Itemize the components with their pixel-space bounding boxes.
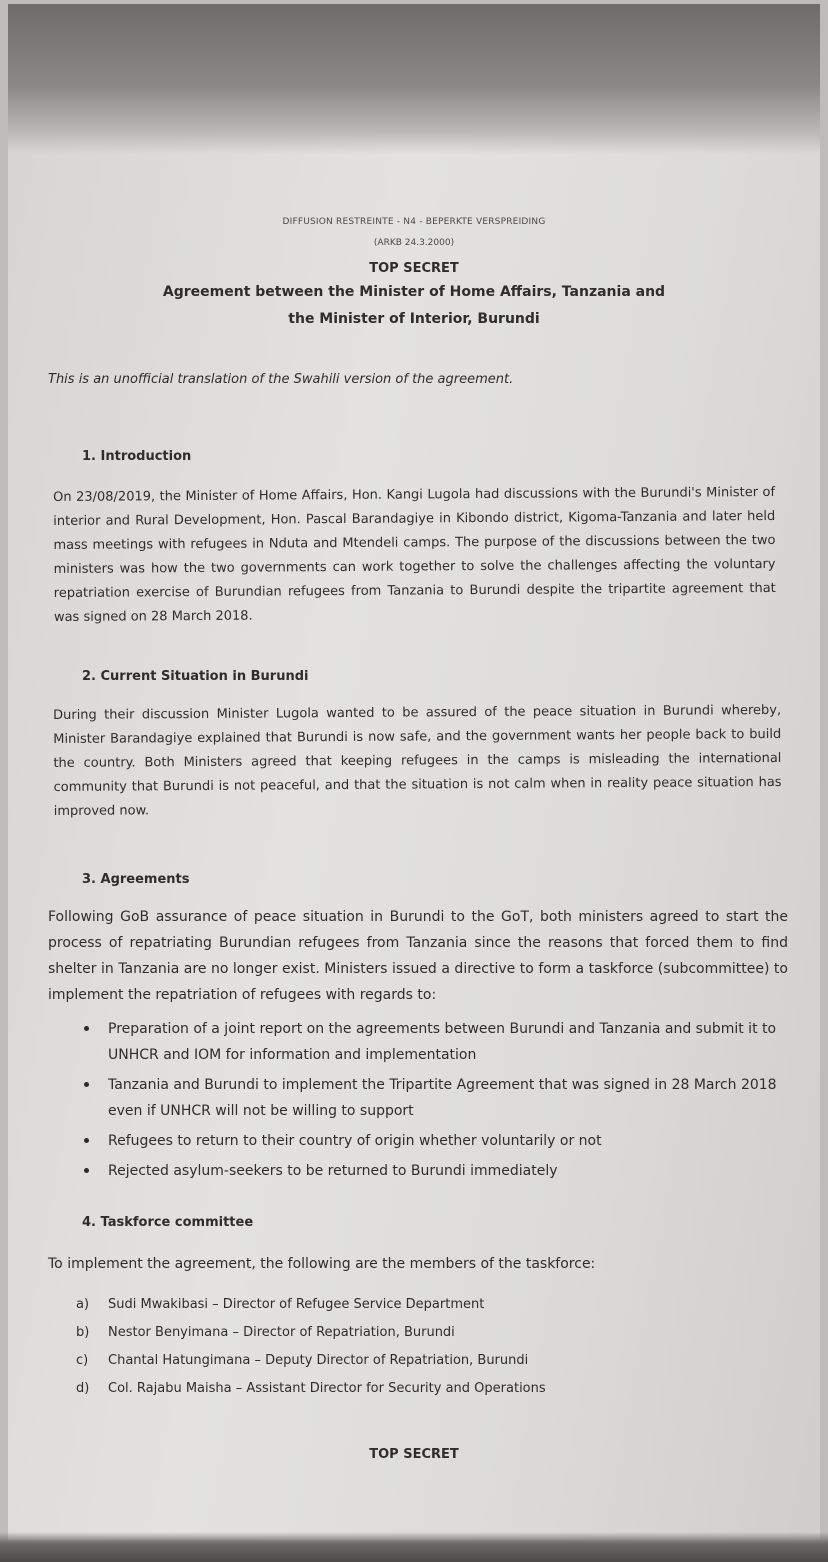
document-title-line2: the Minister of Interior, Burundi xyxy=(288,311,540,327)
section-heading-introduction: 1. Introduction xyxy=(82,449,192,464)
member-text: Chantal Hatungimana – Deputy Director of Repatriation, Burundi xyxy=(108,1353,529,1368)
document-title-line1: Agreement between the Minister of Home Affairs, Tanzania and xyxy=(162,284,666,300)
translation-note: This is an unofficial translation of the Swahili version of the agreement. xyxy=(48,372,514,387)
member-text: Col. Rajabu Maisha – Assistant Director for Security and Operations xyxy=(108,1381,546,1396)
distribution-notice: DIFFUSION RESTREINTE - N4 - BEPERKTE VERSPREIDING xyxy=(282,217,546,227)
list-marker: a) xyxy=(76,1297,90,1312)
classification-footer: TOP SECRET xyxy=(369,1447,459,1462)
scan-shadow-top xyxy=(8,4,820,154)
member-text: Nestor Benyimana – Director of Repatriation, Burundi xyxy=(108,1325,455,1340)
bullet-icon xyxy=(84,1168,89,1173)
classification-header: TOP SECRET xyxy=(369,261,459,276)
bullet-icon xyxy=(84,1026,89,1031)
section-heading-agreements: 3. Agreements xyxy=(82,872,190,887)
section-heading-taskforce: 4. Taskforce committee xyxy=(82,1215,254,1230)
section-paragraph-taskforce: To implement the agreement, the following are the members of the taskforce: xyxy=(48,1256,596,1272)
scan-shadow-bottom xyxy=(0,1532,828,1562)
list-item xyxy=(76,1375,776,1403)
list-marker: c) xyxy=(76,1353,89,1368)
bullet-icon xyxy=(84,1082,89,1087)
list-item xyxy=(76,1319,776,1347)
bullet-text: Preparation of a joint report on the agreements between Burundi and Tanzania and submit it to UNHCR and IOM for information and implementation xyxy=(108,1021,777,1063)
list-item xyxy=(76,1291,776,1319)
list-item xyxy=(80,1072,800,1124)
list-item xyxy=(80,1016,800,1068)
section-heading-current-situation: 2. Current Situation in Burundi xyxy=(82,669,309,684)
list-item xyxy=(80,1128,800,1154)
list-marker: d) xyxy=(76,1381,90,1396)
section-paragraph-introduction: On 23/08/2019, the Minister of Home Affairs, Hon. Kangi Lugola had discussions with the Burundi's Minister of interior and Rural Development, Hon. Pascal Barandagiye in Kibondo district, Kigoma-Tanzania and later held mass meetings with refugees in Nduta and Mtendeli camps. The purpose of the discussions between the two ministers was how the two governments can work together to solve the challenges affecting the voluntary repatriation exercise of Burundian refugees from Tanzania to Burundi despite the tripartite agreement that was signed on 28 March 2018. xyxy=(53,484,776,625)
list-marker: b) xyxy=(76,1325,90,1340)
bullet-icon xyxy=(84,1138,89,1143)
member-text: Sudi Mwakibasi – Director of Refugee Service Department xyxy=(108,1297,485,1312)
bullet-text: Tanzania and Burundi to implement the Tripartite Agreement that was signed in 28 March 2018 even if UNHCR will not be willing to support xyxy=(108,1077,777,1119)
bullet-text: Refugees to return to their country of origin whether voluntarily or not xyxy=(108,1133,602,1149)
list-item xyxy=(80,1158,800,1184)
list-item xyxy=(76,1347,776,1375)
reference-code: (ARKB 24.3.2000) xyxy=(373,238,455,248)
bullet-text: Rejected asylum-seekers to be returned to Burundi immediately xyxy=(108,1163,558,1179)
section-paragraph-current-situation: During their discussion Minister Lugola wanted to be assured of the peace situation in Burundi whereby, Minister Barandagiye explained that Burundi is now safe, and the government wants her people back to build the country. Both Ministers agreed that keeping refugees in the camps is misleading the international community that Burundi is not peaceful, and that the situation is not calm when in reality peace situation has improved now. xyxy=(53,702,782,819)
agreement-bullet-list xyxy=(80,1016,800,1188)
section-paragraph-agreements: Following GoB assurance of peace situation in Burundi to the GoT, both ministers agreed to start the process of repatriating Burundian refugees from Tanzania since the reasons that forced them to find shelter in Tanzania are no longer exist. Ministers issued a directive to form a taskforce (subcommittee) to implement the repatriation of refugees with regards to: xyxy=(48,909,788,1003)
taskforce-member-list xyxy=(76,1291,776,1403)
